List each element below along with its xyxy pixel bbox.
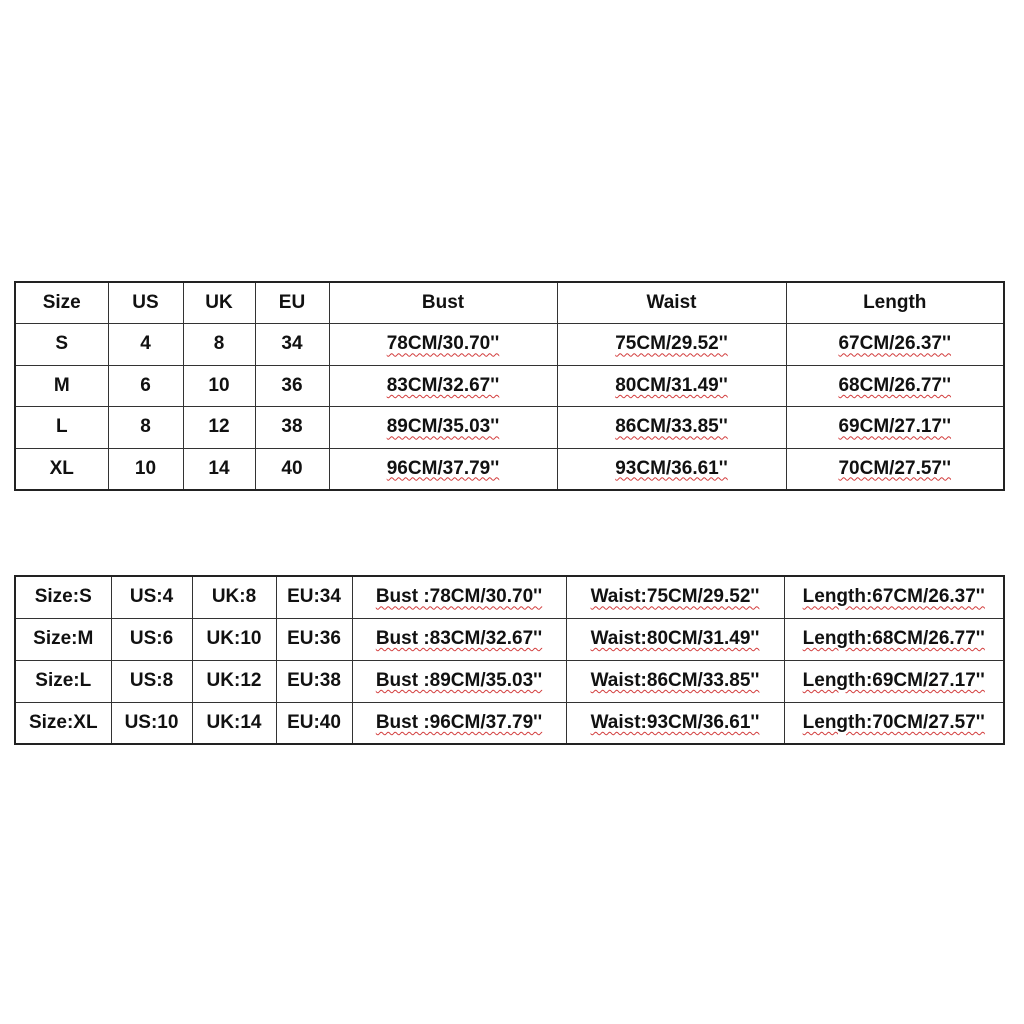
- table-header-row: [15, 282, 1004, 324]
- cell-length-value: 69CM/27.17'': [838, 416, 952, 438]
- cell-length: [786, 324, 1004, 366]
- cell-us: US:8: [111, 660, 192, 702]
- cell-length-value: Length:68CM/26.77'': [802, 628, 985, 649]
- cell-size: Size:XL: [15, 702, 111, 744]
- table-row: [15, 365, 1004, 407]
- cell-length: [784, 660, 1004, 702]
- table-row: [15, 660, 1004, 702]
- cell-length: [786, 407, 1004, 449]
- cell-waist-value: Waist:86CM/33.85'': [590, 670, 760, 691]
- cell-length: [786, 365, 1004, 407]
- table-row: [15, 407, 1004, 449]
- cell-length: [784, 618, 1004, 660]
- cell-waist: [557, 365, 786, 407]
- cell-bust-value: Bust :78CM/30.70'': [375, 586, 543, 608]
- header-uk: UK: [183, 282, 255, 324]
- cell-size: L: [15, 407, 108, 449]
- cell-uk: UK:8: [192, 576, 276, 618]
- cell-bust-value: Bust :83CM/32.67'': [375, 628, 543, 649]
- cell-waist-value: Waist:75CM/29.52'': [590, 586, 760, 608]
- header-bust: Bust: [329, 282, 557, 324]
- cell-waist: [566, 702, 784, 744]
- cell-bust: [352, 576, 566, 618]
- cell-us: US:10: [111, 702, 192, 744]
- cell-size: Size:S: [15, 576, 111, 618]
- cell-size: Size:L: [15, 660, 111, 702]
- cell-uk: 14: [183, 448, 255, 490]
- cell-waist: [557, 448, 786, 490]
- cell-length-value: 70CM/27.57'': [838, 457, 952, 479]
- cell-length: [784, 576, 1004, 618]
- header-us: US: [108, 282, 183, 324]
- cell-uk: UK:14: [192, 702, 276, 744]
- cell-waist-value: Waist:93CM/36.61'': [590, 711, 760, 733]
- cell-bust-value: 89CM/35.03'': [386, 416, 500, 438]
- cell-uk: UK:12: [192, 660, 276, 702]
- cell-length-value: Length:67CM/26.37'': [802, 586, 985, 608]
- cell-waist-value: Waist:80CM/31.49'': [590, 628, 760, 649]
- cell-bust: [329, 365, 557, 407]
- cell-us: US:4: [111, 576, 192, 618]
- table-row: [15, 702, 1004, 744]
- cell-bust-value: 96CM/37.79'': [386, 457, 500, 479]
- size-chart-inline-table: [14, 575, 1005, 745]
- cell-waist-value: 75CM/29.52'': [615, 333, 728, 355]
- cell-eu: EU:34: [276, 576, 352, 618]
- cell-waist-value: 86CM/33.85'': [615, 416, 728, 438]
- header-eu: EU: [255, 282, 329, 324]
- cell-us: 6: [108, 365, 183, 407]
- cell-bust-value: Bust :96CM/37.79'': [375, 711, 543, 733]
- table-row: [15, 576, 1004, 618]
- cell-length: [784, 702, 1004, 744]
- table-row: [15, 618, 1004, 660]
- cell-size: M: [15, 365, 108, 407]
- cell-waist-value: 80CM/31.49'': [615, 374, 728, 396]
- cell-length-value: Length:69CM/27.17'': [802, 670, 985, 691]
- cell-waist: [557, 407, 786, 449]
- cell-us: 4: [108, 324, 183, 366]
- cell-bust: [329, 407, 557, 449]
- cell-waist-value: 93CM/36.61'': [615, 457, 728, 479]
- cell-eu: EU:36: [276, 618, 352, 660]
- cell-eu: 34: [255, 324, 329, 366]
- cell-eu: 38: [255, 407, 329, 449]
- table-row: [15, 324, 1004, 366]
- cell-uk: 10: [183, 365, 255, 407]
- table-row: [15, 448, 1004, 490]
- cell-eu: EU:38: [276, 660, 352, 702]
- cell-waist: [566, 618, 784, 660]
- cell-size: S: [15, 324, 108, 366]
- size-chart-table: [14, 281, 1005, 491]
- cell-eu: EU:40: [276, 702, 352, 744]
- cell-bust-value: Bust :89CM/35.03'': [375, 670, 543, 691]
- cell-us: 10: [108, 448, 183, 490]
- cell-bust-value: 78CM/30.70'': [386, 333, 500, 355]
- header-size: Size: [15, 282, 108, 324]
- cell-us: 8: [108, 407, 183, 449]
- cell-eu: 36: [255, 365, 329, 407]
- cell-bust: [352, 702, 566, 744]
- cell-bust-value: 83CM/32.67'': [386, 374, 500, 396]
- cell-length: [786, 448, 1004, 490]
- cell-waist: [566, 660, 784, 702]
- cell-bust: [352, 660, 566, 702]
- cell-length-value: 67CM/26.37'': [838, 333, 952, 355]
- cell-length-value: Length:70CM/27.57'': [802, 711, 985, 733]
- cell-uk: 12: [183, 407, 255, 449]
- cell-size: Size:M: [15, 618, 111, 660]
- cell-bust: [329, 324, 557, 366]
- cell-length-value: 68CM/26.77'': [838, 374, 952, 396]
- cell-bust: [329, 448, 557, 490]
- cell-eu: 40: [255, 448, 329, 490]
- header-length: Length: [786, 282, 1004, 324]
- cell-waist: [557, 324, 786, 366]
- cell-waist: [566, 576, 784, 618]
- header-waist: Waist: [557, 282, 786, 324]
- cell-us: US:6: [111, 618, 192, 660]
- cell-bust: [352, 618, 566, 660]
- cell-uk: 8: [183, 324, 255, 366]
- cell-size: XL: [15, 448, 108, 490]
- cell-uk: UK:10: [192, 618, 276, 660]
